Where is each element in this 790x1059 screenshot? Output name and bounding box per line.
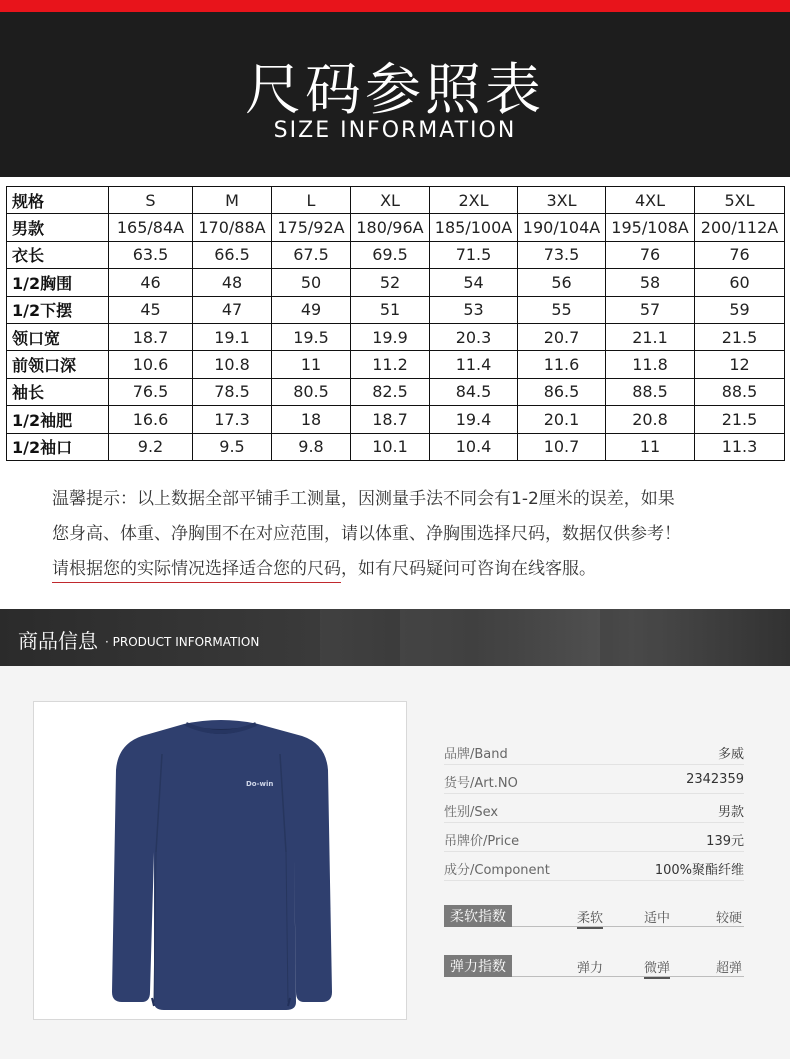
size-table-cell: 45: [109, 296, 193, 323]
note-line-3-rest: ，如有尺码疑问可咨询在线客服。: [341, 559, 596, 579]
spec-key: 成分/Component: [444, 863, 550, 878]
size-table-cell: 50: [272, 269, 351, 296]
page-subtitle: SIZE INFORMATION: [273, 118, 517, 143]
size-table-cell: 180/96A: [351, 214, 430, 241]
size-table-cell: 9.2: [109, 433, 193, 460]
size-table-row: [7, 351, 785, 378]
size-table-row-label: 领口宽: [7, 323, 109, 350]
bar-texture: [400, 609, 600, 666]
size-table-cell: 52: [351, 269, 430, 296]
size-table-row-label: 1/2下摆: [7, 296, 109, 323]
size-table-cell: 10.8: [193, 351, 272, 378]
page-title: 尺码参照表: [245, 58, 545, 123]
product-section-subtitle: · PRODUCT INFORMATION: [105, 635, 260, 649]
size-table-cell: 76: [606, 241, 695, 268]
bar-texture: [320, 609, 400, 666]
size-table-cell: 12: [695, 351, 785, 378]
size-table-cell: 56: [518, 269, 606, 296]
size-table-cell: 11.8: [606, 351, 695, 378]
note-line-2: 您身高、体重、净胸围不在对应范围，请以体重、净胸围选择尺码，数据仅供参考！: [52, 524, 681, 544]
spec-row-brand: [444, 737, 744, 765]
size-table-cell: 57: [606, 296, 695, 323]
note-line-3: [52, 552, 752, 587]
size-table-row-label: 前领口深: [7, 351, 109, 378]
size-table-row-label: 袖长: [7, 378, 109, 405]
size-table-cell: 9.8: [272, 433, 351, 460]
brand-logo-on-shirt: Do-win: [246, 780, 274, 788]
elasticity-scale: [444, 953, 744, 977]
size-table-cell: 78.5: [193, 378, 272, 405]
size-table-header-cell: 2XL: [430, 187, 518, 214]
size-table-row: [7, 269, 785, 296]
size-table-cell: 54: [430, 269, 518, 296]
spec-row-art-no: [444, 766, 744, 794]
size-table-cell: 11.6: [518, 351, 606, 378]
size-table-header-cell: S: [109, 187, 193, 214]
size-table-header-row: [7, 187, 785, 214]
size-table-cell: 18.7: [351, 406, 430, 433]
size-table-row: [7, 296, 785, 323]
shirt-illustration: [34, 702, 407, 1020]
spec-value: 2342359: [686, 772, 744, 787]
size-table-cell: 80.5: [272, 378, 351, 405]
size-table-cell: 185/100A: [430, 214, 518, 241]
size-table-row-label: 1/2袖口: [7, 433, 109, 460]
size-table-header-cell: 5XL: [695, 187, 785, 214]
softness-option: 较硬: [716, 911, 743, 926]
size-table-header-cell: XL: [351, 187, 430, 214]
size-table-cell: 17.3: [193, 406, 272, 433]
size-table-cell: 11.2: [351, 351, 430, 378]
size-table-cell: 18.7: [109, 323, 193, 350]
size-table-header-cell: 4XL: [606, 187, 695, 214]
size-table-row-label: 1/2袖肥: [7, 406, 109, 433]
size-table-cell: 10.4: [430, 433, 518, 460]
size-notes: [52, 482, 752, 587]
size-table-cell: 69.5: [351, 241, 430, 268]
size-table-cell: 18: [272, 406, 351, 433]
note-line-1: 温馨提示：以上数据全部平铺手工测量，因测量手法不同会有1-2厘米的误差，如果: [52, 489, 675, 509]
size-table-cell: 165/84A: [109, 214, 193, 241]
size-table-cell: 19.9: [351, 323, 430, 350]
size-table-cell: 170/88A: [193, 214, 272, 241]
size-table-cell: 76.5: [109, 378, 193, 405]
product-info-bar: [0, 609, 790, 666]
size-table-row: [7, 241, 785, 268]
size-table-cell: 10.6: [109, 351, 193, 378]
size-table-cell: 67.5: [272, 241, 351, 268]
size-table-row-label: 1/2胸围: [7, 269, 109, 296]
size-table-cell: 11.3: [695, 433, 785, 460]
size-table-row: [7, 323, 785, 350]
size-header-banner: [0, 12, 790, 177]
size-table-row-label: 规格: [7, 187, 109, 214]
size-table-cell: 20.8: [606, 406, 695, 433]
spec-key: 货号/Art.NO: [444, 776, 518, 791]
size-table-cell: 20.3: [430, 323, 518, 350]
product-photo: [33, 701, 407, 1020]
size-table-cell: 21.5: [695, 406, 785, 433]
size-table-cell: 66.5: [193, 241, 272, 268]
size-table-cell: 11.4: [430, 351, 518, 378]
size-table-cell: 63.5: [109, 241, 193, 268]
size-table-cell: 76: [695, 241, 785, 268]
spec-value: 139元: [706, 834, 744, 849]
size-table-cell: 20.7: [518, 323, 606, 350]
size-table-row: [7, 378, 785, 405]
size-table-cell: 86.5: [518, 378, 606, 405]
size-table-cell: 84.5: [430, 378, 518, 405]
size-table-cell: 82.5: [351, 378, 430, 405]
elasticity-option: 超弹: [716, 961, 743, 976]
size-table-cell: 71.5: [430, 241, 518, 268]
size-table-cell: 195/108A: [606, 214, 695, 241]
size-table-cell: 59: [695, 296, 785, 323]
size-table-row-label: 衣长: [7, 241, 109, 268]
product-section-title: 商品信息: [18, 629, 98, 653]
size-table-cell: 175/92A: [272, 214, 351, 241]
softness-scale: [444, 903, 744, 927]
spec-key: 品牌/Band: [444, 747, 508, 762]
size-table-cell: 200/112A: [695, 214, 785, 241]
spec-row-price: [444, 824, 744, 852]
size-table-cell: 58: [606, 269, 695, 296]
size-table-cell: 73.5: [518, 241, 606, 268]
size-table-row: [7, 214, 785, 241]
spec-value: 男款: [717, 805, 744, 820]
size-table-header-cell: 3XL: [518, 187, 606, 214]
size-table-cell: 21.5: [695, 323, 785, 350]
softness-option: 适中: [644, 911, 671, 926]
spec-value: 100%聚酯纤维: [654, 863, 744, 878]
top-accent-stripe: [0, 0, 790, 12]
elasticity-label: 弹力指数: [444, 955, 512, 977]
spec-row-component: [444, 853, 744, 881]
size-table-row-label: 男款: [7, 214, 109, 241]
size-table-cell: 10.1: [351, 433, 430, 460]
spec-key: 性别/Sex: [444, 805, 499, 820]
softness-label: 柔软指数: [444, 905, 512, 927]
size-table-header-cell: M: [193, 187, 272, 214]
size-table-cell: 190/104A: [518, 214, 606, 241]
elasticity-option: 弹力: [577, 961, 604, 976]
elasticity-option: 微弹: [644, 957, 670, 979]
size-table-cell: 48: [193, 269, 272, 296]
size-table-cell: 51: [351, 296, 430, 323]
size-table-cell: 19.1: [193, 323, 272, 350]
size-table-cell: 19.5: [272, 323, 351, 350]
size-table-cell: 49: [272, 296, 351, 323]
spec-row-sex: [444, 795, 744, 823]
size-table: [6, 186, 785, 461]
size-table-cell: 53: [430, 296, 518, 323]
note-underlined-text: 请根据您的实际情况选择适合您的尺码: [52, 559, 341, 583]
size-table-cell: 21.1: [606, 323, 695, 350]
size-table-row: [7, 406, 785, 433]
size-table-cell: 88.5: [695, 378, 785, 405]
size-table-cell: 16.6: [109, 406, 193, 433]
size-table-row: [7, 433, 785, 460]
bar-texture: [600, 609, 790, 666]
size-table-header-cell: L: [272, 187, 351, 214]
size-table-cell: 11: [606, 433, 695, 460]
size-table-cell: 46: [109, 269, 193, 296]
size-table-cell: 20.1: [518, 406, 606, 433]
size-table-cell: 88.5: [606, 378, 695, 405]
size-table-cell: 60: [695, 269, 785, 296]
spec-value: 多威: [717, 747, 744, 762]
size-table-cell: 47: [193, 296, 272, 323]
size-table-cell: 19.4: [430, 406, 518, 433]
size-table-cell: 10.7: [518, 433, 606, 460]
size-table-cell: 11: [272, 351, 351, 378]
softness-option: 柔软: [577, 907, 603, 929]
size-table-cell: 9.5: [193, 433, 272, 460]
spec-key: 吊牌价/Price: [444, 834, 520, 849]
size-table-cell: 55: [518, 296, 606, 323]
